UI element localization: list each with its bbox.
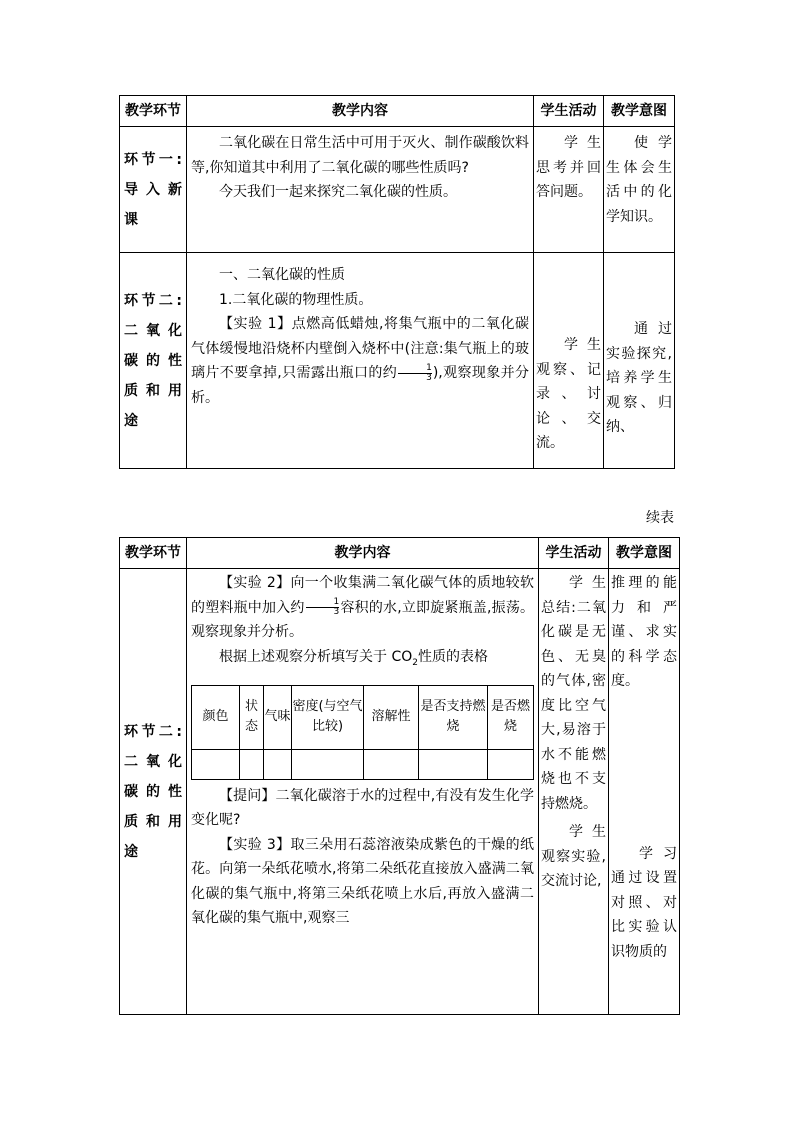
fraction: $\frac{1}{3}$ bbox=[306, 598, 340, 617]
section-label: 环节二: 二氧化 碳的性 质和用 途 bbox=[120, 569, 187, 1015]
teaching-content: 二氧化碳在日常生活中可用于灭火、制作碳酸饮料等,你知道其中利用了二氧化碳的哪些性质吗? 今天我们一起来探究二氧化碳的性质。 bbox=[187, 127, 534, 253]
header-intent: 教学意图 bbox=[604, 96, 675, 127]
lesson-table-1 bbox=[119, 95, 675, 469]
header-content: 教学内容 bbox=[187, 96, 534, 127]
teaching-content: 一、二氧化碳的性质 1.二氧化碳的物理性质。 【实验 1】点燃高低蜡烛,将集气瓶中的二氧化碳气体缓慢地沿烧杯内壁倒入烧杯中(注意:集气瓶上的玻璃片不要拿掉,只需露出瓶口的约 $\frac{1}{3}$ ),观察现象并分析。 bbox=[187, 253, 534, 469]
teaching-intent: 通过实验探究,培养学生观察、归纳、 bbox=[604, 253, 675, 469]
continued-label: 续表 bbox=[646, 510, 674, 526]
table-header-row bbox=[120, 96, 675, 127]
student-activity: 学生观察、记录、讨论、交流。 bbox=[534, 253, 604, 469]
header-activity: 学生活动 bbox=[539, 538, 609, 569]
table-header-row bbox=[120, 538, 680, 569]
header-intent: 教学意图 bbox=[609, 538, 680, 569]
fraction: $\frac{1}{3}$ bbox=[398, 364, 432, 383]
header-content: 教学内容 bbox=[187, 538, 539, 569]
teaching-intent: 推理的能力和严谨、求实的科学态度。 学习通过设置对照、对比实验认识物质的 bbox=[609, 569, 680, 1015]
lesson-table-2 bbox=[119, 537, 680, 1015]
table-row bbox=[120, 253, 675, 469]
header-activity: 学生活动 bbox=[534, 96, 604, 127]
teaching-content: 【实验 2】向一个收集满二氧化碳气体的质地较软的塑料瓶中加入约 $\frac{1}{3}$ 容积的水,立即旋紧瓶盖,振荡。观察现象并分析。 根据上述观察分析填写关于 $CO_2$性质的表格 颜色 状态 气味 密度(与空气比较) 溶解性 是否支持燃烧 是否燃烧 【提问】二氧化碳溶于水的过程中,有没有发生化学变化呢? 【实验 3】取三朵用石蕊溶液染成紫色的干燥的纸花。向第一朵纸花喷水,将第二朵纸花直接放入盛满二氧化碳的集气瓶中,将第三朵纸花喷上水后,再放入盛满二氧化碳的集气瓶中,观察三 bbox=[187, 569, 539, 1015]
student-activity: 学生总结:二氧化碳是无色、无臭的气体,密度比空气大,易溶于水不能燃烧也不支持燃烧。 学生观察实验,交流讨论, bbox=[539, 569, 609, 1015]
teaching-intent: 使学生体会生活中的化学知识。 bbox=[604, 127, 675, 253]
table-row bbox=[120, 569, 680, 1015]
empty-answer-row[interactable] bbox=[192, 749, 534, 779]
table-row bbox=[120, 127, 675, 253]
co2-property-table: 颜色 状态 气味 密度(与空气比较) 溶解性 是否支持燃烧 是否燃烧 bbox=[191, 685, 534, 780]
header-stage: 教学环节 bbox=[120, 538, 187, 569]
student-activity: 学生思考并回答问题。 bbox=[534, 127, 604, 253]
section-label: 环节二: 二氧化 碳的性 质和用 途 bbox=[120, 253, 187, 469]
header-stage: 教学环节 bbox=[120, 96, 187, 127]
section-label: 环节一: 导入新 课 bbox=[120, 127, 187, 253]
